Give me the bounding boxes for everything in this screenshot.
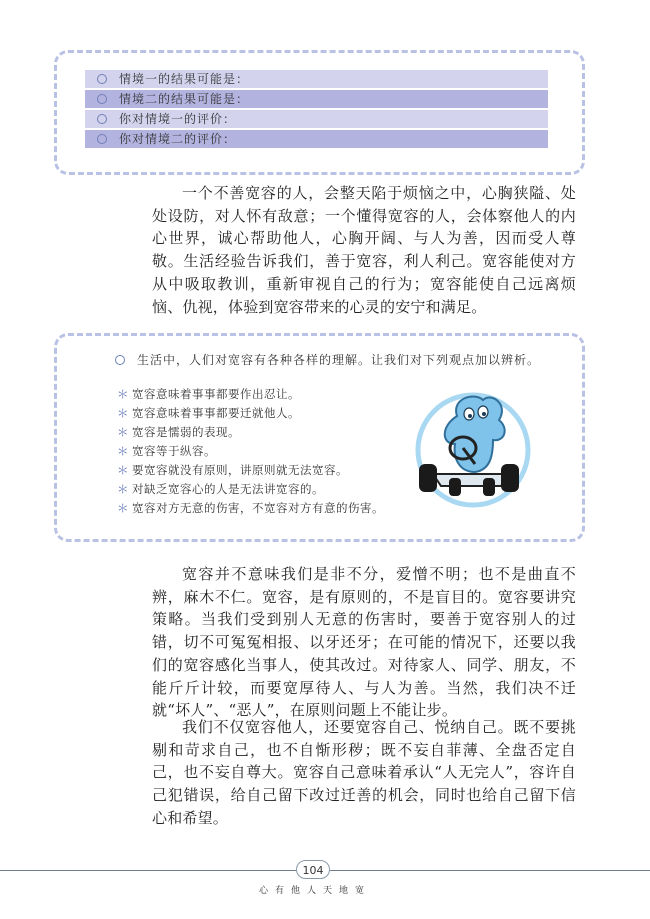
situation-row-3: [85, 110, 548, 128]
star-bullet-icon: ＊: [117, 482, 129, 496]
mascot-right-eye: [478, 406, 488, 418]
view-item-7: [117, 499, 384, 517]
mascot-driving-illustration: [405, 378, 545, 508]
page-number: 104: [296, 860, 330, 879]
view-item-3: [117, 423, 240, 441]
situation-row-label: 情境一的结果可能是：: [119, 72, 250, 86]
mascot-body: [445, 397, 505, 472]
situation-row-label: 情境二的结果可能是：: [119, 92, 250, 106]
activity-intro-text: 生活中，人们对宽容有各种各样的理解。让我们对下列观点加以辨析。: [137, 353, 541, 367]
circle-bullet-icon: [97, 74, 107, 84]
body-paragraph-2: 宽容并不意味我们是非不分，爱憎不明；也不是曲直不辨，麻木不仁。宽容，是有原则的，不是盲目的。宽容要讲究策略。当我们受到别人无意的伤害时，要善于宽容别人的过错，切不可冤冤相报、以牙还牙；在可能的情况下，还要以我们的宽容感化当事人，使其改过。对待家人、同学、朋友，不能斤斤计较，而要宽厚待人、与人为善。当然，我们决不迁就“坏人”、“恶人”，在原则问题上不能让步。: [152, 565, 576, 720]
situation-row-1: [85, 70, 548, 88]
view-item-2: [117, 404, 300, 422]
kart-wheel-left: [419, 464, 437, 492]
situation-row-label: 你对情境二的评价：: [119, 132, 237, 146]
star-bullet-icon: ＊: [117, 425, 129, 439]
footer-rule-right: [330, 870, 650, 871]
view-item-5: [117, 461, 348, 479]
kart-wheel-front-right: [483, 478, 495, 496]
mascot-left-eye: [464, 408, 474, 420]
footer-caption: 心有他人天地宽: [258, 886, 371, 896]
circle-bullet-icon: [97, 94, 107, 104]
view-item-6: [117, 480, 324, 498]
body-paragraph-3: 我们不仅宽容他人，还要宽容自己、悦纳自己。既不要挑剔和苛求自己，也不自惭形秽；既不妄自菲薄、全盘否定自己，也不妄自尊大。宽容自己意味着承认“人无完人”，容许自己犯错误，给自己留下改过迁善的机会，同时也给自己留下信心和希望。: [152, 718, 576, 827]
mascot-left-pupil: [468, 414, 472, 418]
kart-wheel-front-left: [449, 478, 461, 496]
view-item-text: 宽容意味着事事都要作出忍让。: [132, 387, 300, 401]
star-bullet-icon: ＊: [117, 387, 129, 401]
kart-wheel-right: [501, 464, 519, 492]
footer-rule-left: [0, 870, 296, 871]
view-item-text: 宽容意味着事事都要迁就他人。: [132, 406, 300, 420]
circle-bullet-icon: [115, 355, 125, 365]
view-item-text: 宽容等于纵容。: [132, 444, 216, 458]
circle-bullet-icon: [97, 134, 107, 144]
situation-row-4: [85, 130, 548, 148]
star-bullet-icon: ＊: [117, 501, 129, 515]
star-bullet-icon: ＊: [117, 463, 129, 477]
view-item-text: 对缺乏宽容心的人是无法讲宽容的。: [132, 482, 324, 496]
view-item-1: [117, 385, 300, 403]
circle-bullet-icon: [97, 114, 107, 124]
body-paragraph-1: 一个不善宽容的人，会整天陷于烦恼之中，心胸狭隘、处处设防，对人怀有敌意；一个懂得宽容的人，会体察他人的内心世界，诚心帮助他人，心胸开阔、与人为善，因而受人尊敬。生活经验告诉我们，善于宽容，利人利己。宽容能使对方从中吸取教训，重新审视自己的行为；宽容能使自己远离烦恼、仇视，体验到宽容带来的心灵的安宁和满足。: [152, 184, 576, 316]
situation-row-2: [85, 90, 548, 108]
star-bullet-icon: ＊: [117, 406, 129, 420]
view-item-text: 要宽容就没有原则，讲原则就无法宽容。: [132, 463, 348, 477]
view-item-text: 宽容对方无意的伤害，不宽容对方有意的伤害。: [132, 501, 384, 515]
situation-row-label: 你对情境一的评价：: [119, 112, 237, 126]
view-item-text: 宽容是懦弱的表现。: [132, 425, 240, 439]
view-item-4: [117, 442, 216, 460]
star-bullet-icon: ＊: [117, 444, 129, 458]
kart-frame: [433, 474, 509, 486]
mascot-right-pupil: [482, 412, 486, 416]
